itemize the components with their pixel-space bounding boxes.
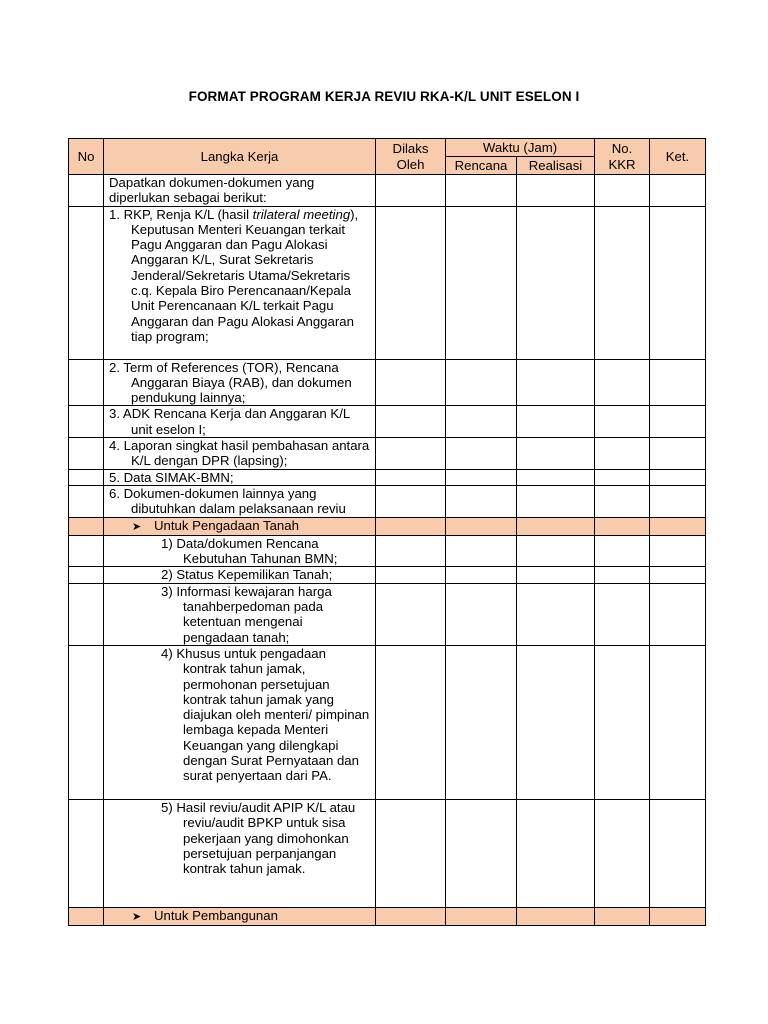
row-no-cell	[69, 438, 104, 470]
document-title: FORMAT PROGRAM KERJA REVIU RKA-K/L UNIT ESELON I	[188, 89, 580, 104]
work-program-table	[68, 138, 706, 926]
work-step-cell: 1. RKP, Renja K/L (hasil trilateral meeting), Keputusan Menteri Keuangan terkait Pagu Anggaran dan Pagu Alokasi Anggaran K/L, Surat Sekretaris Jenderal/Sekretaris Utama/Sekretaris c.q. Kepala Biro Perencanaan/Kepala Unit Perencanaan K/L terkait Pagu Anggaran dan Pagu Alokasi Anggaran tiap program;	[104, 206, 376, 359]
row-no-cell	[69, 469, 104, 485]
work-step-cell: 6. Dokumen-dokumen lainnya yang dibutuhkan dalam pelaksanaan reviu	[104, 485, 376, 517]
work-step-cell: 5. Data SIMAK-BMN;	[104, 469, 376, 485]
col-header-no: No	[69, 139, 104, 175]
col-header-rencana: Rencana	[446, 157, 517, 175]
arrow-bullet-icon: ➤	[132, 910, 142, 923]
row-no-cell	[69, 175, 104, 207]
col-header-realisasi: Realisasi	[517, 157, 595, 175]
table-row	[69, 645, 706, 799]
col-header-dilaks-oleh: Dilaks Oleh	[376, 139, 446, 175]
table-row	[69, 206, 706, 359]
header-row	[69, 139, 706, 157]
row-no-cell	[69, 485, 104, 517]
table-row	[69, 406, 706, 438]
table-row	[69, 438, 706, 470]
table-row	[69, 583, 706, 645]
table-row	[69, 485, 706, 517]
row-no-cell	[69, 406, 104, 438]
work-step-cell: 4. Laporan singkat hasil pembahasan antara K/L dengan DPR (lapsing);	[104, 438, 376, 470]
work-step-cell: 2. Term of References (TOR), Rencana Anggaran Biaya (RAB), dan dokumen pendukung lainnya;	[104, 359, 376, 406]
row-no-cell	[69, 535, 104, 567]
col-header-waktu: Waktu (Jam)	[446, 139, 595, 157]
section-row-pengadaan-tanah	[69, 517, 706, 535]
col-header-langka-kerja: Langka Kerja	[104, 139, 376, 175]
work-step-cell: 4) Khusus untuk pengadaan kontrak tahun jamak, permohonan persetujuan kontrak tahun jamak yang diajukan oleh menteri/ pimpinan lembaga kepada Menteri Keuangan yang dilengkapi dengan Surat Pernyataan dan surat penyertaan dari PA.	[104, 645, 376, 799]
arrow-bullet-icon: ➤	[132, 520, 142, 533]
table-row	[69, 175, 706, 207]
row-no-cell	[69, 206, 104, 359]
row-no-cell	[69, 583, 104, 645]
row-no-cell	[69, 567, 104, 583]
row-no-cell	[69, 359, 104, 406]
work-step-cell: 1) Data/dokumen Rencana Kebutuhan Tahunan BMN;	[104, 535, 376, 567]
section-row-pembangunan	[69, 907, 706, 925]
table-row	[69, 799, 706, 907]
row-no-cell	[69, 799, 104, 907]
table-row	[69, 469, 706, 485]
section-label: ➤ Untuk Pembangunan	[104, 907, 376, 925]
work-step-cell: 5) Hasil reviu/audit APIP K/L atau reviu/audit BPKP untuk sisa pekerjaan yang dimohonkan persetujuan perpanjangan kontrak tahun jamak.	[104, 799, 376, 907]
section-label: ➤ Untuk Pengadaan Tanah	[104, 517, 376, 535]
table-row	[69, 359, 706, 406]
work-step-cell: 3) Informasi kewajaran harga tanahberpedoman pada ketentuan mengenai pengadaan tanah;	[104, 583, 376, 645]
work-step-cell: Dapatkan dokumen-dokumen yang diperlukan sebagai berikut:	[104, 175, 376, 207]
table-row	[69, 535, 706, 567]
work-step-cell: 3. ADK Rencana Kerja dan Anggaran K/L unit eselon I;	[104, 406, 376, 438]
col-header-ket: Ket.	[650, 139, 706, 175]
row-no-cell	[69, 645, 104, 799]
table-row	[69, 567, 706, 583]
col-header-no-kkr: No. KKR	[595, 139, 650, 175]
work-step-cell: 2) Status Kepemilikan Tanah;	[104, 567, 376, 583]
